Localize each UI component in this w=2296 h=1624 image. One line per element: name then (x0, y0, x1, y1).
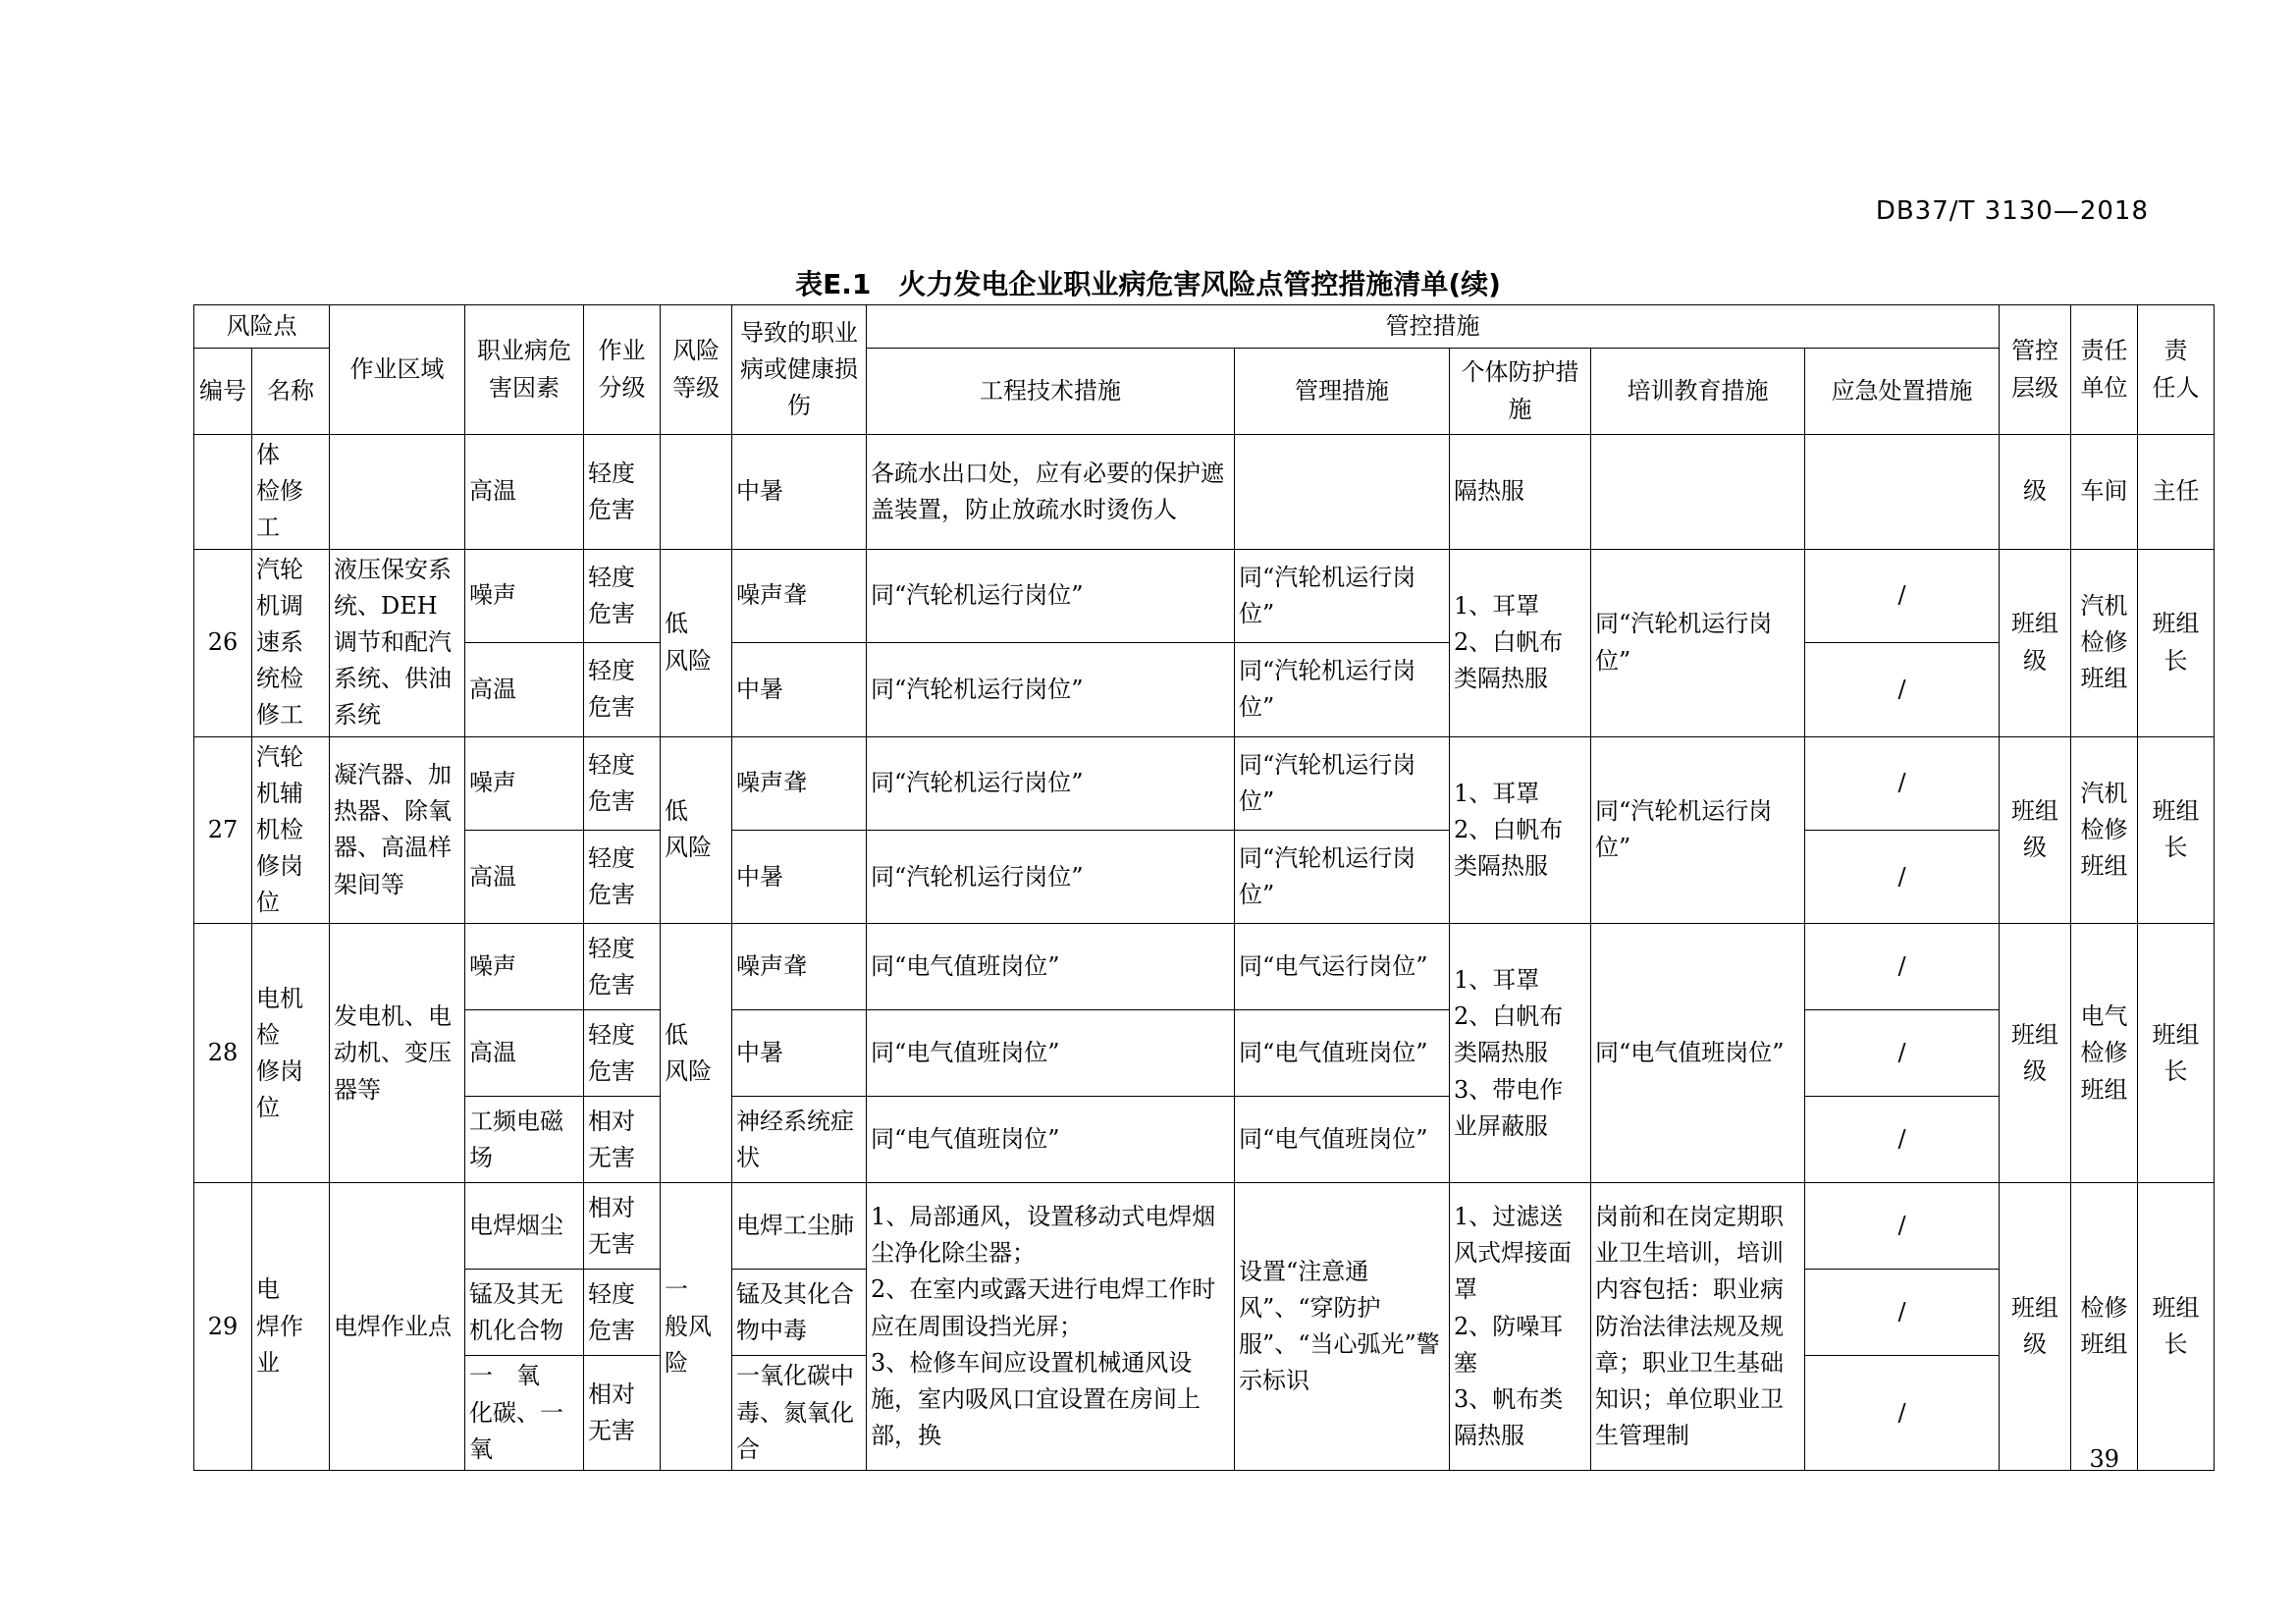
cell-emer (1805, 435, 2000, 550)
header-work-grade: 作业分级 (584, 305, 661, 435)
cell-hazard: 锰及其无机化合物 (465, 1270, 584, 1356)
cell-eng: 同“电气值班岗位” (867, 1097, 1235, 1183)
table-title: 表E.1 火力发电企业职业病危害风险点管控措施清单(续) (795, 268, 1501, 300)
cell-emer: / (1805, 736, 2000, 830)
header-ppe: 个体防护措 施 (1450, 349, 1591, 435)
table-row (194, 1097, 2215, 1183)
cell-layer: 级 (2000, 435, 2071, 550)
header-work-area: 作业区域 (330, 305, 465, 435)
cell-eng: 各疏水出口处，应有必要的保护遮盖装置，防止放疏水时烫伤人 (867, 435, 1235, 550)
cell-layer: 班组级 (2000, 924, 2071, 1183)
cell-hazard: 一 氧 化碳、一氧 (465, 1356, 584, 1471)
header-no: 编号 (194, 349, 252, 435)
cell-grade: 轻度危害 (584, 1270, 661, 1356)
ppe-text: 1、耳罩 2、白帆布类隔热服 3、带电作业屏蔽服 (1454, 965, 1564, 1140)
cell-disease: 一氧化碳中毒、氮氧化合 (732, 1356, 867, 1471)
cell-unit: 电气检修班组 (2071, 924, 2138, 1183)
cell-emer: / (1805, 1270, 2000, 1356)
cell-person: 班组长 (2138, 1183, 2215, 1471)
cell-mgmt: 同“汽轮机运行岗位” (1235, 643, 1450, 736)
cell-grade: 轻度危害 (584, 435, 661, 550)
cell-level: 低 风险 (661, 736, 732, 924)
cell-grade: 轻度危害 (584, 830, 661, 923)
eng-text: 1、局部通风，设置移动式电焊烟尘净化除尘器； 2、在室内或露天进行电焊工作时应在周围设挡光屏； 3、检修车间应设置机械通风设施，室内吸风口宜设置在房间上部，换 (871, 1203, 1216, 1450)
header-layer: 管控层级 (2000, 305, 2071, 435)
cell-train (1591, 435, 1805, 550)
cell-mgmt: 同“电气值班岗位” (1235, 1097, 1450, 1183)
ppe-text: 1、耳罩 2、白帆布类隔热服 (1454, 591, 1564, 693)
ppe-text: 1、过滤送风式焊接面罩 2、防噪耳塞 3、帆布类隔热服 (1454, 1203, 1572, 1450)
table-row (194, 643, 2215, 736)
cell-name: 汽轮机调速系统检修工 (252, 549, 330, 736)
cell-no: 28 (194, 924, 252, 1183)
cell-name: 电 焊作业 (252, 1183, 330, 1471)
cell-eng: 同“汽轮机运行岗位” (867, 549, 1235, 642)
cell-disease: 中暑 (732, 1010, 867, 1097)
header-name: 名称 (252, 349, 330, 435)
cell-no: 29 (194, 1183, 252, 1471)
table-row (194, 1010, 2215, 1097)
cell-disease: 中暑 (732, 643, 867, 736)
cell-person: 班组长 (2138, 549, 2215, 736)
cell-ppe (1450, 924, 1591, 1183)
cell-area: 发电机、电动机、变压器等 (330, 924, 465, 1183)
cell-emer: / (1805, 1183, 2000, 1270)
header-mgmt: 管理措施 (1235, 349, 1450, 435)
cell-grade: 轻度危害 (584, 643, 661, 736)
cell-hazard: 噪声 (465, 736, 584, 830)
cell-eng: 同“汽轮机运行岗位” (867, 736, 1235, 830)
cell-disease: 中暑 (732, 830, 867, 923)
header-disease: 导致的职业病或健康损伤 (732, 305, 867, 435)
cell-no: 26 (194, 549, 252, 736)
risk-control-table (193, 304, 2215, 1471)
cell-area (330, 435, 465, 550)
cell-emer: / (1805, 830, 2000, 923)
cell-area: 凝汽器、加热器、除氧器、高温样架间等 (330, 736, 465, 924)
cell-person: 主任 (2138, 435, 2215, 550)
cell-emer: / (1805, 1010, 2000, 1097)
header-risk-level: 风险等级 (661, 305, 732, 435)
cell-grade: 轻度危害 (584, 1010, 661, 1097)
cell-hazard: 高温 (465, 643, 584, 736)
cell-name: 体 检修工 (252, 435, 330, 550)
cell-no: 27 (194, 736, 252, 924)
cell-layer: 班组级 (2000, 1183, 2071, 1471)
cell-disease: 锰及其化合物中毒 (732, 1270, 867, 1356)
cell-level: 一 般风险 (661, 1183, 732, 1471)
cell-emer: / (1805, 1097, 2000, 1183)
cell-layer: 班组级 (2000, 549, 2071, 736)
cell-mgmt: 同“电气运行岗位” (1235, 924, 1450, 1010)
cell-ppe (1450, 549, 1591, 736)
cell-train: 岗前和在岗定期职业卫生培训，培训内容包括：职业病防治法律法规及规章；职业卫生基础知识；单位职业卫生管理制 (1591, 1183, 1805, 1471)
table-row (194, 549, 2215, 642)
cell-train: 同“汽轮机运行岗位” (1591, 549, 1805, 736)
header-control: 管控措施 (867, 305, 2000, 349)
cell-hazard: 高温 (465, 435, 584, 550)
cell-disease: 神经系统症状 (732, 1097, 867, 1183)
cell-eng: 同“汽轮机运行岗位” (867, 643, 1235, 736)
cell-disease: 中暑 (732, 435, 867, 550)
cell-level: 低 风险 (661, 924, 732, 1183)
cell-grade: 相对无害 (584, 1356, 661, 1471)
cell-hazard: 高温 (465, 1010, 584, 1097)
cell-ppe (1450, 1183, 1591, 1471)
cell-level: 低 风险 (661, 549, 732, 736)
cell-person: 班组长 (2138, 924, 2215, 1183)
table-row (194, 1183, 2215, 1270)
cell-area: 液压保安系统、DEH调节和配汽系统、供油系统 (330, 549, 465, 736)
header-risk-point: 风险点 (194, 305, 330, 349)
cell-area: 电焊作业点 (330, 1183, 465, 1471)
page-number: 39 (2089, 1445, 2119, 1473)
cell-train: 同“电气值班岗位” (1591, 924, 1805, 1183)
cell-person: 班组长 (2138, 736, 2215, 924)
header-hazard: 职业病危害因素 (465, 305, 584, 435)
cell-mgmt: 同“汽轮机运行岗位” (1235, 549, 1450, 642)
cell-hazard: 噪声 (465, 924, 584, 1010)
cell-ppe (1450, 736, 1591, 924)
cell-eng: 同“汽轮机运行岗位” (867, 830, 1235, 923)
cell-emer: / (1805, 924, 2000, 1010)
cell-unit: 汽机检修班组 (2071, 736, 2138, 924)
cell-mgmt: 设置“注意通风”、“穿防护服”、“当心弧光”警示标识 (1235, 1183, 1450, 1471)
cell-disease: 噪声聋 (732, 549, 867, 642)
cell-eng: 同“电气值班岗位” (867, 924, 1235, 1010)
cell-hazard: 高温 (465, 830, 584, 923)
header-unit: 责任单位 (2071, 305, 2138, 435)
cell-grade: 轻度危害 (584, 736, 661, 830)
cell-grade: 轻度危害 (584, 924, 661, 1010)
cell-disease: 噪声聋 (732, 924, 867, 1010)
standard-code: DB37/T 3130—2018 (1875, 196, 2149, 226)
cell-eng: 同“电气值班岗位” (867, 1010, 1235, 1097)
table-row (194, 924, 2215, 1010)
table-row (194, 736, 2215, 830)
header-person: 责 任人 (2138, 305, 2215, 435)
cell-mgmt: 同“汽轮机运行岗位” (1235, 830, 1450, 923)
cell-mgmt (1235, 435, 1450, 550)
table-row (194, 830, 2215, 923)
header-row (194, 305, 2215, 349)
cell-grade: 相对无害 (584, 1097, 661, 1183)
header-emer: 应急处置措施 (1805, 349, 2000, 435)
cell-disease: 噪声聋 (732, 736, 867, 830)
cell-hazard: 电焊烟尘 (465, 1183, 584, 1270)
cell-mgmt: 同“电气值班岗位” (1235, 1010, 1450, 1097)
header-eng: 工程技术措施 (867, 349, 1235, 435)
cell-grade: 轻度危害 (584, 549, 661, 642)
cell-name: 汽轮机辅机检修岗位 (252, 736, 330, 924)
cell-unit: 检修班组 (2071, 1183, 2138, 1471)
cell-level (661, 435, 732, 550)
ppe-text: 1、耳罩 2、白帆布类隔热服 (1454, 779, 1564, 881)
cell-eng (867, 1183, 1235, 1471)
cell-unit: 汽机检修班组 (2071, 549, 2138, 736)
cell-hazard: 工频电磁场 (465, 1097, 584, 1183)
cell-no (194, 435, 252, 550)
cell-name: 电机 检 修岗位 (252, 924, 330, 1183)
header-train: 培训教育措施 (1591, 349, 1805, 435)
table-row (194, 435, 2215, 550)
cell-emer: / (1805, 549, 2000, 642)
cell-grade: 相对无害 (584, 1183, 661, 1270)
cell-emer: / (1805, 643, 2000, 736)
cell-layer: 班组级 (2000, 736, 2071, 924)
cell-unit: 车间 (2071, 435, 2138, 550)
cell-hazard: 噪声 (465, 549, 584, 642)
cell-disease: 电焊工尘肺 (732, 1183, 867, 1270)
cell-mgmt: 同“汽轮机运行岗位” (1235, 736, 1450, 830)
cell-train: 同“汽轮机运行岗位” (1591, 736, 1805, 924)
cell-emer: / (1805, 1356, 2000, 1471)
cell-ppe: 隔热服 (1450, 435, 1591, 550)
